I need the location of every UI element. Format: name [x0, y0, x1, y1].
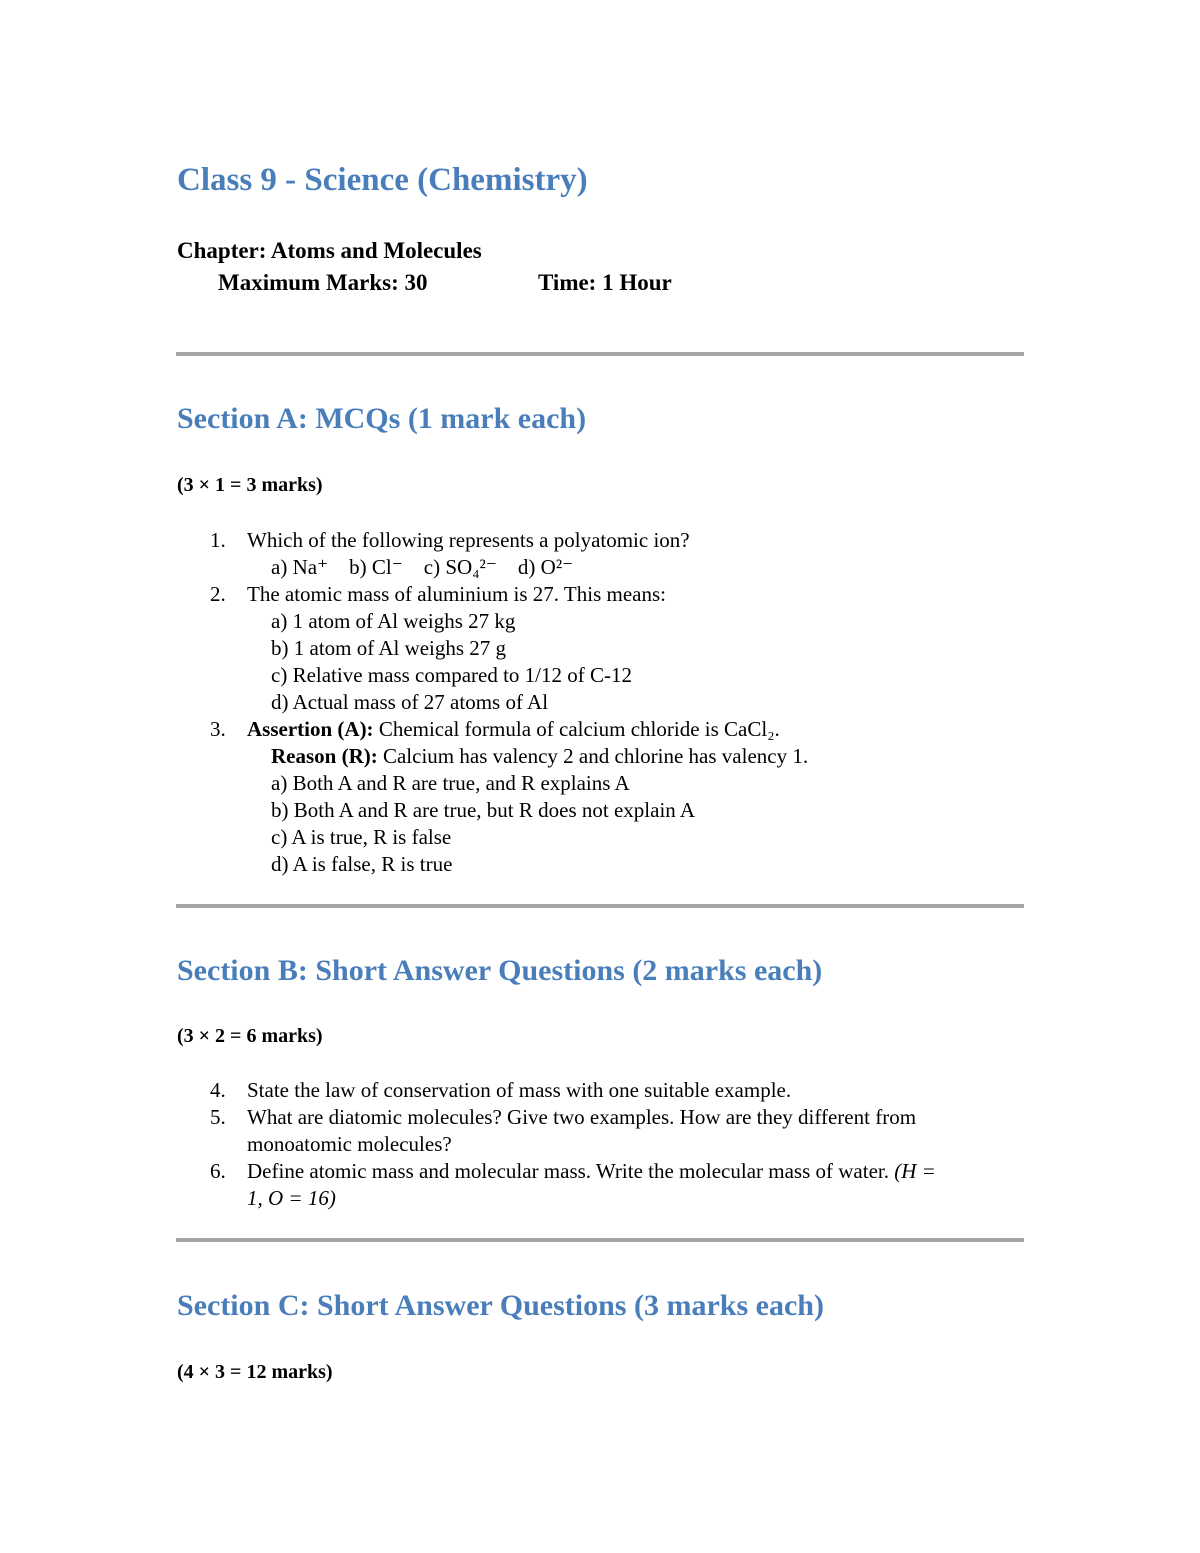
- section-b-marks: (3 × 2 = 6 marks): [177, 1025, 323, 1047]
- question-hint: 1, O = 16): [247, 1186, 336, 1210]
- question-2-option-c: [177, 662, 1027, 689]
- question-4: [177, 1077, 1027, 1104]
- section-c-marks: (4 × 3 = 12 marks): [177, 1361, 333, 1383]
- reason-text: Calcium has valency 2 and chlorine has valency 1.: [377, 744, 809, 768]
- section-a-questions: [177, 527, 1027, 878]
- question-number: 5.: [210, 1105, 226, 1129]
- question-2-option-d: [177, 689, 1027, 716]
- question-number: 2.: [210, 582, 226, 606]
- question-3-option-a: [177, 770, 1027, 797]
- question-text: Define atomic mass and molecular mass. Write the molecular mass of water.: [247, 1159, 895, 1183]
- option-text: d) A is false, R is true: [271, 852, 453, 876]
- question-5-continued: [177, 1131, 1027, 1158]
- option-text: a) 1 atom of Al weighs 27 kg: [271, 609, 516, 633]
- section-a-heading: Section A: MCQs (1 mark each): [177, 402, 587, 435]
- question-6: [177, 1158, 1027, 1185]
- question-3-option-d: [177, 851, 1027, 878]
- question-text: The atomic mass of aluminium is 27. This means:: [247, 582, 666, 606]
- option-text: d) Actual mass of 27 atoms of Al: [271, 690, 549, 714]
- reason-label: Reason (R):: [271, 744, 378, 768]
- assertion-label: Assertion (A):: [247, 717, 374, 741]
- question-1-options: [177, 554, 1027, 581]
- question-text: Which of the following represents a polyatomic ion?: [247, 528, 690, 552]
- option-text: c) Relative mass compared to 1/12 of C-12: [271, 663, 632, 687]
- question-number: 3.: [210, 717, 226, 741]
- question-2-option-a: [177, 608, 1027, 635]
- question-text: What are diatomic molecules? Give two examples. How are they different from: [247, 1105, 917, 1129]
- time-limit: Time: 1 Hour: [538, 270, 672, 295]
- section-a-marks: (3 × 1 = 3 marks): [177, 474, 323, 496]
- option-line: a) Na⁺ b) Cl⁻ c) SO₄²⁻ d) O²⁻: [271, 555, 574, 579]
- page-title: Class 9 - Science (Chemistry): [177, 162, 588, 198]
- chapter-label: Chapter: Atoms and Molecules: [177, 238, 482, 263]
- section-b-heading: Section B: Short Answer Questions (2 marks each): [177, 954, 823, 987]
- divider: [176, 352, 1024, 356]
- option-text: a) Both A and R are true, and R explains A: [271, 771, 630, 795]
- assertion-text: Chemical formula of calcium chloride is CaCl₂.: [373, 717, 780, 741]
- question-number: 4.: [210, 1078, 226, 1102]
- question-3: [177, 716, 1027, 743]
- section-c-heading: Section C: Short Answer Questions (3 marks each): [177, 1289, 824, 1322]
- question-6-continued: [177, 1185, 1027, 1212]
- option-text: b) 1 atom of Al weighs 27 g: [271, 636, 507, 660]
- question-number: 1.: [210, 528, 226, 552]
- divider: [176, 904, 1024, 908]
- question-2: [177, 581, 1027, 608]
- divider: [176, 1238, 1024, 1242]
- question-text: monoatomic molecules?: [247, 1132, 452, 1156]
- question-2-option-b: [177, 635, 1027, 662]
- question-3-option-c: [177, 824, 1027, 851]
- max-marks: Maximum Marks: 30: [218, 270, 428, 295]
- section-b-questions: [177, 1077, 1027, 1212]
- option-text: b) Both A and R are true, but R does not explain A: [271, 798, 696, 822]
- question-3-reason: [177, 743, 1027, 770]
- question-text: State the law of conservation of mass with one suitable example.: [247, 1078, 792, 1102]
- question-3-option-b: [177, 797, 1027, 824]
- question-1: [177, 527, 1027, 554]
- option-text: c) A is true, R is false: [271, 825, 452, 849]
- question-number: 6.: [210, 1159, 226, 1183]
- question-hint: (H =: [894, 1159, 936, 1183]
- question-5: [177, 1104, 1027, 1131]
